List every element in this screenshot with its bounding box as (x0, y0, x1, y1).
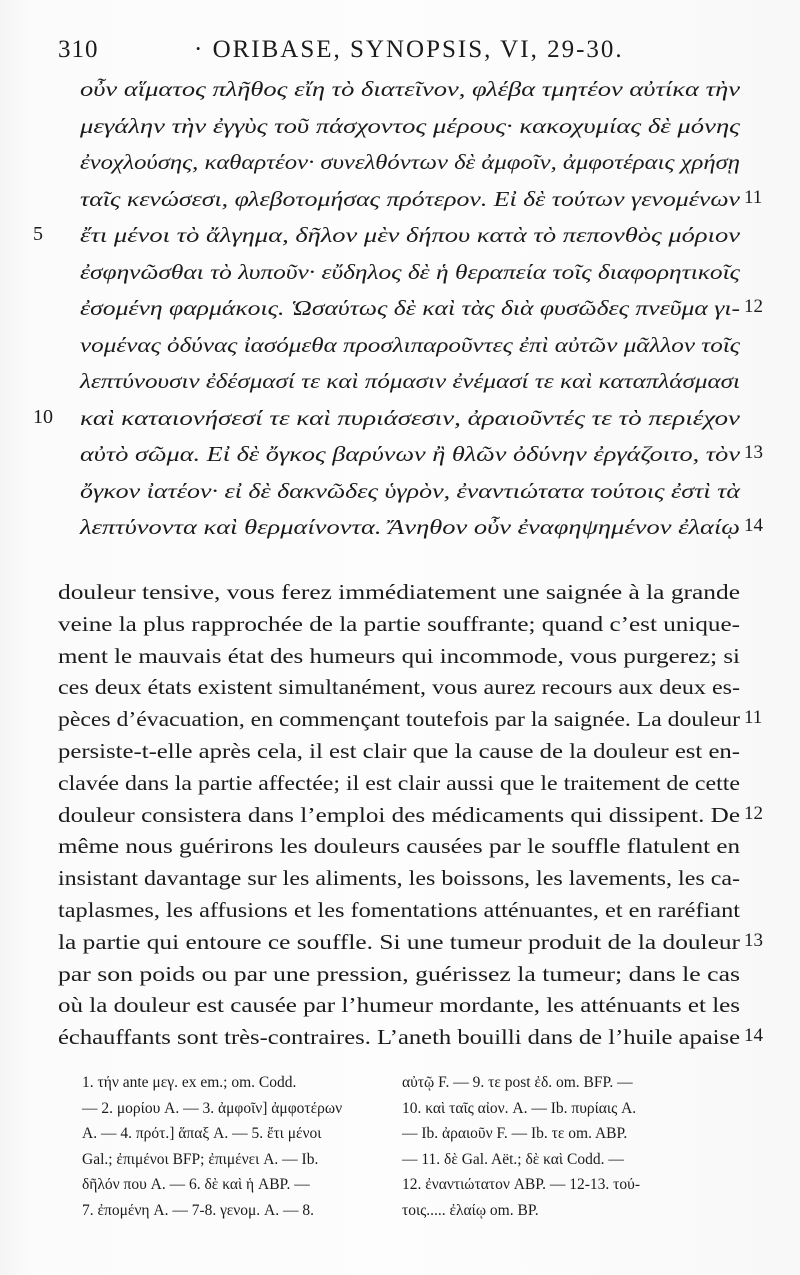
page-number: 310 (58, 36, 99, 63)
text-line (0, 930, 800, 966)
line-text: λεπτύνοντα καὶ θερμαίνοντα. Ἄνηθον οὖν ἐναφηψημένον ἐλαίῳ (80, 515, 740, 539)
line-text: ἐσφηνῶσθαι τὸ λυποῦν· εὔδηλος δὲ ἡ θεραπεία τοῖς διαφορητικοῖς (80, 259, 740, 284)
footnote-line: 1. τήν ante μεγ. ex em.; om. Codd. (82, 1074, 297, 1091)
footnote-line: δῆλόν που A. — 6. δὲ καὶ ἡ ABP. — (82, 1176, 310, 1193)
footnote-line: — 11. δὲ Gal. Aët.; δὲ καὶ Codd. — (402, 1150, 624, 1168)
footnote-line: — 2. μορίου A. — 3. ἀμφοῖν] ἀμφοτέρων (82, 1099, 343, 1117)
text-line (0, 675, 800, 711)
text-line (0, 187, 800, 223)
line-text: veine la plus rapprochée de la partie souffrante; quand c’est unique- (58, 611, 740, 636)
text-line (0, 479, 800, 515)
text-line (0, 333, 800, 369)
text-line (0, 580, 800, 616)
line-text: λεπτύνουσιν ἐδέσμασί τε καὶ πόμασιν ἐνέμασί τε καὶ καταπλάσμασι (80, 369, 740, 393)
footnote-line: 7. ἐπομένη A. — 7-8. γενομ. A. — 8. (82, 1201, 314, 1219)
line-text: ment le mauvais état des humeurs qui incommode, vous purgerez; si (58, 643, 740, 668)
text-line (0, 898, 800, 934)
section-number-marker: 11 (744, 186, 763, 208)
text-line (0, 834, 800, 870)
line-text: pèces d’évacuation, en commençant toutefois par la saignée. La douleur (58, 707, 740, 732)
line-text: οὖν αἵματος πλῆθος εἴη τὸ διατεῖνον, φλέβα τμητέον αὐτίκα τὴν (80, 77, 740, 101)
line-text: où la douleur est causée par l’humeur mordante, les atténuants et les (58, 993, 740, 1018)
footnote-line: τοις..... ἐλαίῳ om. BP. (402, 1201, 539, 1219)
footnote-line: Gal.; ἐπιμένοι BFP; ἐπιμένει A. — Ib. (82, 1150, 319, 1168)
line-text: μεγάλην τὴν ἐγγὺς τοῦ πάσχοντος μέρους· κακοχυμίας δὲ μόνης (80, 113, 740, 138)
section-number-marker: 11 (744, 707, 763, 729)
line-text: clavée dans la partie affectée; il est clair aussi que le traitement de cette (58, 770, 740, 795)
footnote-line: — Ib. ἀραιοῦν F. — Ib. τε om. ABP. (402, 1125, 628, 1142)
text-line (0, 644, 800, 680)
footnote-line: αὐτῷ F. — 9. τε post ἐδ. om. BFP. — (402, 1074, 633, 1091)
line-text: la partie qui entoure ce souffle. Si une tumeur produit de la douleur (58, 929, 740, 954)
line-text: ταῖς κενώσεσι, φλεβοτομήσας πρότερον. Εἰ δὲ τούτων γενομένων (80, 186, 740, 211)
line-text: ἔτι μένοι τὸ ἄλγημα, δῆλον μὲν δήπου κατὰ τὸ πεπονθὸς μόριον (80, 223, 740, 247)
line-text: insistant davantage sur les aliments, les boissons, les lavements, les ca- (58, 866, 740, 891)
section-number-marker: 12 (744, 296, 763, 317)
text-line (0, 803, 800, 839)
running-title: · ORIBASE, SYNOPSIS, VI, 29-30. (194, 36, 624, 63)
line-text: même nous guérirons les douleurs causées par le souffle flatulent en (58, 834, 740, 859)
line-text: persiste-t-elle après cela, il est clair que la cause de la douleur est en- (58, 739, 740, 763)
text-line (0, 77, 800, 113)
section-number-marker: 14 (744, 515, 763, 536)
page-header (58, 28, 698, 68)
text-line (0, 406, 800, 442)
line-text: ἐνοχλούσης, καθαρτέον· συνελθόντων δὲ ἀμφοῖν, ἀμφοτέραις χρήσῃ (80, 150, 740, 174)
line-text: ces deux états existent simultanément, vous aurez recours aux deux es- (58, 675, 740, 700)
text-line (0, 369, 800, 405)
text-line (0, 612, 800, 648)
section-number-marker: 13 (744, 442, 763, 463)
line-text: échauffants sont très-contraires. L’aneth bouilli dans de l’huile apaise (58, 1025, 740, 1050)
text-line (0, 442, 800, 478)
text-line (0, 260, 800, 296)
line-text: douleur tensive, vous ferez immédiatement une saignée à la grande (58, 580, 740, 604)
footnote-line: A. — 4. πρότ.] ἅπαξ A. — 5. ἔτι μένοι (82, 1125, 322, 1142)
line-text: douleur consistera dans l’emploi des médicaments qui dissipent. De (58, 802, 740, 827)
text-line (0, 1025, 800, 1061)
text-line (0, 739, 800, 775)
footnote-line: 10. καὶ ταῖς αἰον. A. — Ib. πυρίαις A. (402, 1099, 637, 1117)
line-text: αὐτὸ σῶμα. Εἰ δὲ ὄγκος βαρύνων ἢ θλῶν ὀδύνην ἐργάζοιτο, τὸν (80, 442, 740, 466)
line-text: καὶ καταιονήσεσί τε καὶ πυριάσεσιν, ἀραιοῦντές τε τὸ περιέχον (80, 405, 740, 430)
text-line (0, 707, 800, 743)
text-line (0, 114, 800, 150)
text-line (0, 962, 800, 998)
text-line (0, 771, 800, 807)
text-line (0, 296, 800, 332)
text-line (0, 993, 800, 1029)
line-number-marker: 10 (33, 405, 53, 428)
line-text: νομένας ὀδύνας ἰασόμεθα προσλιπαροῦντες ἐπὶ αὐτῶν μᾶλλον τοῖς (80, 332, 740, 357)
footnote-line: 12. ἐναντιώτατον ABP. — 12-13. τού- (402, 1176, 640, 1193)
line-text: taplasmes, les affusions et les fomentations atténuantes, et en raréfiant (58, 898, 741, 922)
section-number-marker: 13 (744, 929, 763, 951)
line-text: ἐσομένη φαρμάκοις. Ὡσαύτως δὲ καὶ τὰς διὰ φυσῶδες πνεῦμα γι- (80, 296, 740, 320)
section-number-marker: 14 (744, 1025, 763, 1047)
text-line (0, 515, 800, 551)
text-line (0, 223, 800, 259)
section-number-marker: 12 (744, 802, 763, 824)
line-number-marker: 5 (33, 223, 43, 245)
text-line (0, 150, 800, 186)
text-line (0, 866, 800, 902)
line-text: par son poids ou par une pression, guérissez la tumeur; dans le cas (58, 961, 740, 986)
line-text: ὄγκον ἰατέον· εἰ δὲ δακνῶδες ὑγρὸν, ἐναντιώτατα τούτοις ἐστὶ τὰ (80, 478, 740, 503)
